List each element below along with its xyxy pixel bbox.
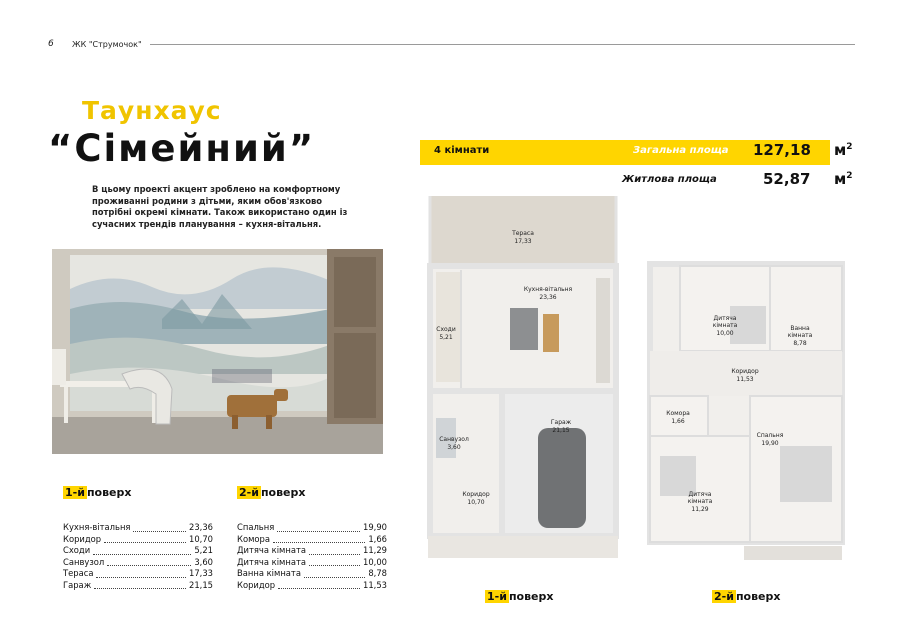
svg-text:кімната: кімната: [687, 498, 713, 505]
total-area-value: 127,18: [753, 141, 811, 159]
table-row: Сходи 5,21: [63, 545, 213, 555]
page-header: [48, 38, 142, 50]
floor2-heading-word: поверх: [260, 486, 306, 499]
plan-label-garage: Гараж: [550, 419, 572, 426]
plan-area-kids2: 11,29: [691, 506, 709, 513]
table-row: Коридор 11,53: [237, 579, 387, 590]
page-number: 6: [48, 39, 54, 49]
living-area-label: Житлова площа: [622, 174, 717, 185]
table-row: Кухня-вітальня 23,36: [63, 522, 213, 532]
plan-area-corridor: 10,70: [467, 499, 485, 506]
plan-area-garage: 21,15: [552, 427, 570, 434]
plan-area-stairs: 5,21: [439, 334, 453, 341]
plan-label-kids1: Дитяча: [713, 315, 737, 322]
plan-area-bath: 3,60: [447, 444, 461, 451]
header-title: ЖК "Струмочок": [72, 39, 142, 49]
svg-text:кімната: кімната: [712, 322, 738, 329]
floor1-plan-caption: 1-й поверх: [487, 590, 554, 603]
plan-area-bedroom: 19,90: [761, 440, 779, 447]
plan-label-kitchen: Кухня-вітальня: [523, 286, 573, 293]
floor1-area-table: [63, 486, 213, 591]
plan-label-stairs: Сходи: [436, 326, 456, 333]
plan-label-corridor: Коридор: [462, 491, 490, 498]
header-divider: [150, 44, 855, 45]
plan-label-bedroom: Спальня: [756, 432, 784, 439]
table-row: Тераса 17,33: [63, 568, 213, 578]
interior-photo: [52, 249, 383, 454]
plan-label-bath2: Ванна: [790, 325, 810, 332]
plan-area-corridor2: 11,53: [736, 376, 754, 383]
floor1-heading-number: 1-й: [65, 486, 85, 499]
plan-area-bath2: 8,78: [793, 340, 807, 347]
floor2-plan-caption: 2-й поверх: [714, 590, 781, 603]
living-area-value: 52,87: [763, 170, 811, 188]
table-row: Дитяча кімната 10,00: [237, 556, 387, 567]
floor2-plan: [640, 256, 860, 568]
plan-area-kitchen: 23,36: [539, 294, 557, 301]
floor1-heading: [63, 486, 213, 499]
table-row: Дитяча кімната 11,29: [237, 545, 387, 555]
table-row: Коридор 10,70: [63, 533, 213, 544]
table-row: Комора 1,66: [237, 533, 387, 544]
total-area-unit: $м^2$: [834, 141, 853, 159]
table-row: Ванна кімната 8,78: [237, 568, 387, 578]
page-title: “Сімейний”: [48, 127, 316, 170]
floor1-plan: [418, 188, 628, 568]
floor2-heading-number: 2-й: [239, 486, 259, 499]
plan-area-terrace: 17,33: [514, 238, 532, 245]
plan-label-storage: Комора: [666, 410, 690, 417]
floor2-area-table: [237, 486, 387, 591]
floor1-heading-word: поверх: [86, 486, 132, 499]
plan-area-kids1: 10,00: [716, 330, 734, 337]
svg-text:кімната: кімната: [787, 332, 813, 339]
plan-label-kids2: Дитяча: [688, 491, 712, 498]
total-area-label: Загальна площа: [633, 145, 729, 156]
living-area-unit: $м^2$: [834, 170, 853, 188]
plan-label-terrace: Тераса: [512, 230, 534, 237]
table-row: Санвузол 3,60: [63, 556, 213, 567]
table-row: Гараж 21,15: [63, 579, 213, 590]
plan-area-storage: 1,66: [671, 418, 685, 425]
intro-text: В цьому проекті акцент зроблено на комфортному проживанні родини з дітьми, яким обов'язково потрібні окремі кімнати. Також використано один із сучасних трендів планування – кухня-вітальня.: [92, 184, 348, 229]
subtitle: Таунхаус: [82, 96, 222, 125]
table-row: Спальня 19,90: [237, 522, 387, 532]
plan-label-corridor2: Коридор: [731, 368, 759, 375]
rooms-count: 4 кімнати: [434, 145, 490, 156]
plan-label-bath: Санвузол: [439, 436, 469, 443]
floor2-heading: [237, 486, 387, 499]
